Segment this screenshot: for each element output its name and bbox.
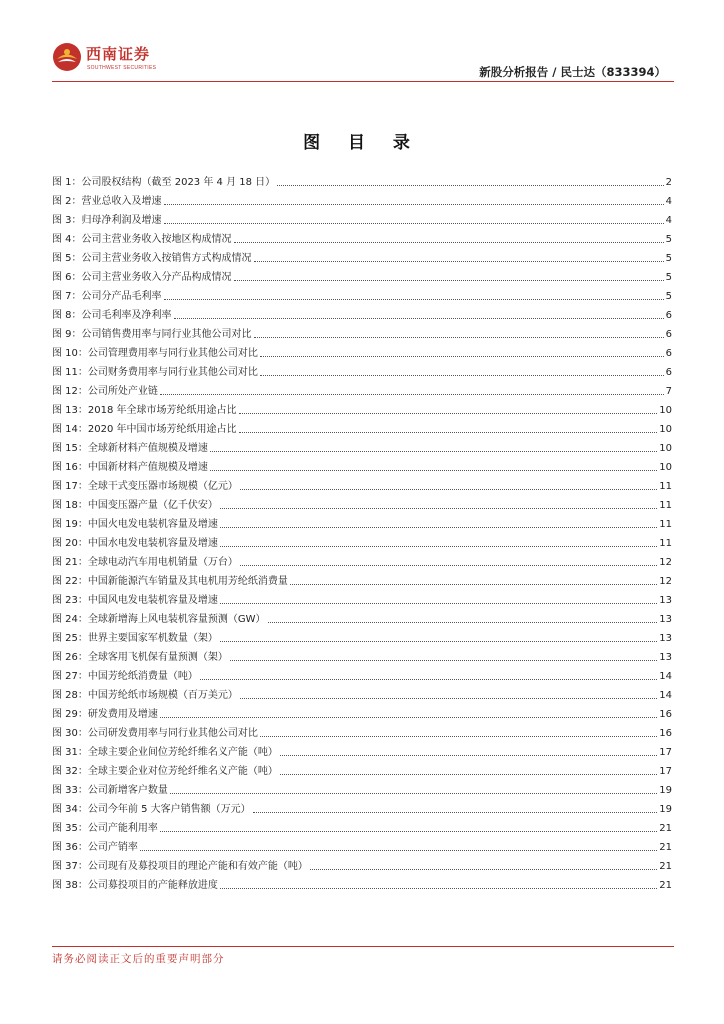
toc-entry-page[interactable]: 12 [659,576,672,587]
toc-dot-leader [220,508,657,509]
toc-entry[interactable] [52,189,672,208]
toc-dot-leader [210,470,657,471]
toc-entry-page[interactable]: 14 [659,671,672,682]
toc-dot-leader [164,299,664,300]
toc-entry[interactable] [52,284,672,303]
toc-entry-label[interactable]: 图 22：中国新能源汽车销量及其电机用芳纶纸消费量 [52,576,288,587]
toc-entry[interactable] [52,759,672,778]
toc-entry-label[interactable]: 图 25：世界主要国家军机数量（架） [52,633,218,644]
toc-entry-label[interactable]: 图 11：公司财务费用率与同行业其他公司对比 [52,367,258,378]
toc-entry[interactable] [52,816,672,835]
toc-entry-page[interactable]: 6 [665,348,672,359]
toc-dot-leader [230,660,657,661]
toc-entry-page[interactable]: 11 [659,500,672,511]
page-title: 图 目 录 [303,133,421,153]
toc-entry-label[interactable]: 图 2：营业总收入及增速 [52,196,162,207]
toc-entry-page[interactable]: 2 [665,177,672,188]
toc-entry[interactable] [52,436,672,455]
toc-entry-label[interactable]: 图 7：公司分产品毛利率 [52,291,162,302]
toc-entry-label[interactable]: 图 9：公司销售费用率与同行业其他公司对比 [52,329,252,340]
toc-entry-label[interactable]: 图 17：全球干式变压器市场规模（亿元） [52,481,238,492]
toc-dot-leader [253,812,658,813]
toc-entry-page[interactable]: 19 [659,785,672,796]
toc-entry-label[interactable]: 图 36：公司产销率 [52,842,138,853]
toc-dot-leader [260,356,664,357]
toc-dot-leader [220,641,657,642]
toc-entry-label[interactable]: 图 37：公司现有及募投项目的理论产能和有效产能（吨） [52,861,308,872]
toc-entry-label[interactable]: 图 26：全球客用飞机保有量预测（架） [52,652,228,663]
toc-dot-leader [280,774,657,775]
toc-dot-leader [290,584,657,585]
toc-dot-leader [160,394,664,395]
toc-entry-page[interactable]: 4 [665,215,672,226]
toc-entry[interactable] [52,588,672,607]
toc-entry-page[interactable]: 21 [659,880,672,891]
toc-entry-label[interactable]: 图 6：公司主营业务收入分产品构成情况 [52,272,232,283]
toc-entry[interactable] [52,797,672,816]
toc-dot-leader [220,546,657,547]
figure-list [52,170,672,892]
toc-entry[interactable] [52,683,672,702]
toc-entry-page[interactable]: 16 [659,728,672,739]
toc-entry-page[interactable]: 13 [659,633,672,644]
toc-entry[interactable] [52,170,672,189]
toc-entry[interactable] [52,740,672,759]
southwest-securities-logo-icon [52,42,82,72]
toc-entry-page[interactable]: 19 [659,804,672,815]
toc-entry[interactable] [52,854,672,873]
toc-entry-page[interactable]: 21 [659,823,672,834]
toc-entry-page[interactable]: 21 [659,861,672,872]
toc-dot-leader [140,850,657,851]
toc-entry-page[interactable]: 13 [659,614,672,625]
toc-entry[interactable] [52,550,672,569]
toc-entry[interactable] [52,626,672,645]
toc-entry-label[interactable]: 图 19：中国火电发电装机容量及增速 [52,519,218,530]
toc-entry[interactable] [52,664,672,683]
toc-dot-leader [280,755,657,756]
logo-english-name: SOUTHWEST SECURITIES [87,65,157,71]
toc-entry-page[interactable]: 17 [659,766,672,777]
toc-entry-label[interactable]: 图 23：中国风电发电装机容量及增速 [52,595,218,606]
toc-entry-page[interactable]: 10 [659,443,672,454]
toc-entry-page[interactable]: 11 [659,519,672,530]
page-header [52,40,674,84]
report-title: 新股分析报告 / 民士达（833394） [479,65,666,79]
toc-dot-leader [160,831,657,832]
toc-entry-label[interactable]: 图 33：公司新增客户数量 [52,785,168,796]
toc-entry-page[interactable]: 17 [659,747,672,758]
toc-entry-page[interactable]: 11 [659,538,672,549]
toc-entry-page[interactable]: 5 [665,272,672,283]
toc-dot-leader [254,261,664,262]
toc-entry-page[interactable]: 10 [659,462,672,473]
toc-entry[interactable] [52,607,672,626]
toc-entry[interactable] [52,493,672,512]
toc-dot-leader [170,793,657,794]
toc-entry-page[interactable]: 6 [665,310,672,321]
toc-entry[interactable] [52,322,672,341]
toc-entry-label[interactable]: 图 16：中国新材料产值规模及增速 [52,462,208,473]
toc-entry-page[interactable]: 16 [659,709,672,720]
toc-entry-label[interactable]: 图 14：2020 年中国市场芳纶纸用途占比 [52,424,237,435]
toc-entry[interactable] [52,702,672,721]
toc-entry-page[interactable]: 7 [665,386,672,397]
toc-dot-leader [164,204,664,205]
toc-dot-leader [260,736,657,737]
toc-entry-label[interactable]: 图 28：中国芳纶纸市场规模（百万美元） [52,690,238,701]
toc-entry-label[interactable]: 图 30：公司研发费用率与同行业其他公司对比 [52,728,258,739]
toc-entry-label[interactable]: 图 8：公司毛利率及净利率 [52,310,172,321]
toc-entry-label[interactable]: 图 24：全球新增海上风电装机容量预测（GW） [52,614,266,625]
toc-dot-leader [310,869,657,870]
toc-entry-label[interactable]: 图 3：归母净利润及增速 [52,215,162,226]
toc-entry-label[interactable]: 图 18：中国变压器产量（亿千伏安） [52,500,218,511]
toc-dot-leader [220,888,657,889]
toc-entry-page[interactable]: 5 [665,253,672,264]
toc-entry-page[interactable]: 13 [659,652,672,663]
toc-entry[interactable] [52,569,672,588]
toc-entry[interactable] [52,645,672,664]
toc-entry[interactable] [52,398,672,417]
toc-entry-page[interactable]: 21 [659,842,672,853]
toc-dot-leader [210,451,657,452]
toc-entry[interactable] [52,531,672,550]
toc-entry-label[interactable]: 图 29：研发费用及增速 [52,709,158,720]
toc-entry-page[interactable]: 4 [665,196,672,207]
toc-entry[interactable] [52,455,672,474]
toc-entry[interactable] [52,417,672,436]
footer-divider [52,946,674,947]
company-logo [52,42,182,78]
toc-entry-label[interactable]: 图 21：全球电动汽车用电机销量（万台） [52,557,238,568]
toc-entry-label[interactable]: 图 1：公司股权结构（截至 2023 年 4 月 18 日） [52,177,276,188]
toc-dot-leader [239,413,658,414]
toc-entry[interactable] [52,303,672,322]
toc-entry-page[interactable]: 5 [665,291,672,302]
toc-dot-leader [254,337,664,338]
toc-entry-label[interactable]: 图 10：公司管理费用率与同行业其他公司对比 [52,348,258,359]
toc-dot-leader [239,432,658,433]
toc-entry-page[interactable]: 6 [665,367,672,378]
toc-entry-label[interactable]: 图 5：公司主营业务收入按销售方式构成情况 [52,253,252,264]
toc-entry-page[interactable]: 12 [659,557,672,568]
toc-entry[interactable] [52,379,672,398]
toc-entry-label[interactable]: 图 20：中国水电发电装机容量及增速 [52,538,218,549]
toc-entry-label[interactable]: 图 32：全球主要企业对位芳纶纤维名义产能（吨） [52,766,278,777]
toc-entry[interactable] [52,873,672,892]
toc-entry-page[interactable]: 10 [659,424,672,435]
toc-entry-label[interactable]: 图 34：公司今年前 5 大客户销售额（万元） [52,804,251,815]
toc-entry[interactable] [52,474,672,493]
toc-entry-label[interactable]: 图 15：全球新材料产值规模及增速 [52,443,208,454]
footer-disclaimer: 请务必阅读正文后的重要声明部分 [52,953,225,965]
toc-dot-leader [268,622,658,623]
toc-entry[interactable] [52,512,672,531]
toc-entry-label[interactable]: 图 13：2018 年全球市场芳纶纸用途占比 [52,405,237,416]
toc-entry-page[interactable]: 10 [659,405,672,416]
toc-entry-label[interactable]: 图 35：公司产能利用率 [52,823,158,834]
toc-dot-leader [240,489,657,490]
toc-entry[interactable] [52,246,672,265]
toc-dot-leader [277,185,663,186]
toc-dot-leader [240,698,657,699]
toc-dot-leader [174,318,664,319]
toc-dot-leader [200,679,657,680]
toc-entry-label[interactable]: 图 12：公司所处产业链 [52,386,158,397]
toc-entry[interactable] [52,778,672,797]
toc-entry-label[interactable]: 图 38：公司募投项目的产能释放进度 [52,880,218,891]
toc-entry[interactable] [52,208,672,227]
toc-entry-page[interactable]: 6 [665,329,672,340]
toc-dot-leader [160,717,657,718]
toc-dot-leader [234,242,664,243]
toc-entry[interactable] [52,360,672,379]
toc-dot-leader [220,527,657,528]
toc-entry-label[interactable]: 图 27：中国芳纶纸消费量（吨） [52,671,198,682]
toc-entry-page[interactable]: 11 [659,481,672,492]
toc-dot-leader [164,223,664,224]
toc-dot-leader [234,280,664,281]
toc-entry[interactable] [52,227,672,246]
toc-entry-page[interactable]: 13 [659,595,672,606]
toc-dot-leader [220,603,657,604]
toc-entry-page[interactable]: 5 [665,234,672,245]
toc-entry[interactable] [52,265,672,284]
toc-entry-label[interactable]: 图 31：全球主要企业间位芳纶纤维名义产能（吨） [52,747,278,758]
toc-entry[interactable] [52,341,672,360]
toc-entry-page[interactable]: 14 [659,690,672,701]
toc-dot-leader [260,375,664,376]
toc-dot-leader [240,565,657,566]
logo-chinese-name: 西南证券 [86,45,151,63]
header-divider [52,81,674,82]
toc-entry[interactable] [52,835,672,854]
toc-entry-label[interactable]: 图 4：公司主营业务收入按地区构成情况 [52,234,232,245]
toc-entry[interactable] [52,721,672,740]
